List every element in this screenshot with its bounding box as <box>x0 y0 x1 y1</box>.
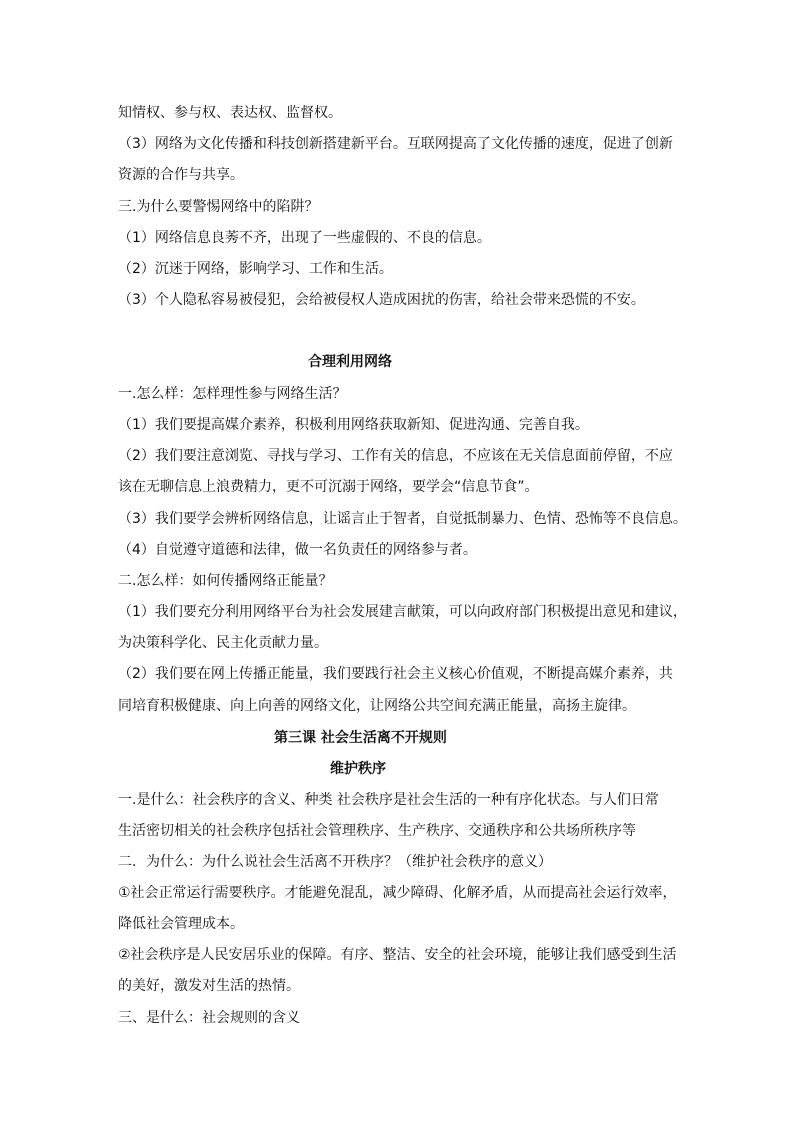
paragraph-line: （4）自觉遵守道德和法律，做一名负责任的网络参与者。 <box>118 542 477 558</box>
paragraph-line: 知情权、参与权、表达权、监督权。 <box>118 105 342 121</box>
paragraph-line: （1）我们要充分利用网络平台为社会发展建言献策，可以向政府部门积极提出意见和建议， <box>118 604 687 620</box>
paragraph-line: 生活密切相关的社会秩序包括社会管理秩序、生产秩序、交通秩序和公共场所秩序等 <box>118 823 636 839</box>
paragraph-line: （2）我们要在网上传播正能量，我们要践行社会主义核心价值观，不断提高媒介素养，共 <box>118 666 673 682</box>
paragraph-line: 该在无聊信息上浪费精力，更不可沉溺于网络，要学会“信息节食”。 <box>118 479 539 495</box>
paragraph-line: （1）网络信息良莠不齐，出现了一些虚假的、不良的信息。 <box>118 230 491 246</box>
paragraph-line: （3）我们要学会辨析网络信息，让谣言止于智者，自觉抵制暴力、色情、恐怖等不良信息。 <box>118 511 687 527</box>
paragraph-line: （3）个人隐私容易被侵犯，会给被侵权人造成困扰的伤害，给社会带来恐慌的不安。 <box>118 292 645 308</box>
paragraph-line: 降低社会管理成本。 <box>118 916 244 932</box>
question-heading: 二．为什么：为什么说社会生活离不开秩序？（维护社会秩序的意义） <box>118 854 552 870</box>
lesson-title: 第三课 社会生活离不开规则 <box>274 730 447 746</box>
question-heading: 一.怎么样：怎样理性参与网络生活？ <box>118 386 347 402</box>
paragraph-line: ①社会正常运行需要秩序。才能避免混乱，减少障碍、化解矛盾，从而提高社会运行效率， <box>118 885 677 901</box>
section-title: 维护秩序 <box>330 761 386 777</box>
paragraph-line: （1）我们要提高媒介素养，积极利用网络获取新知、促进沟通、完善自我。 <box>118 417 589 433</box>
paragraph-line: ②社会秩序是人民安居乐业的保障。有序、整洁、安全的社会环境，能够让我们感受到生活 <box>118 947 677 963</box>
paragraph-line: 同培育积极健康、向上向善的网络文化，让网络公共空间充满正能量，高扬主旋律。 <box>118 698 636 714</box>
paragraph-line: （2）我们要注意浏览、寻找与学习、工作有关的信息，不应该在无关信息面前停留，不应 <box>118 448 673 464</box>
question-heading: 二.怎么样：如何传播网络正能量？ <box>118 573 333 589</box>
paragraph-line: （3）网络为文化传播和科技创新搭建新平台。互联网提高了文化传播的速度，促进了创新 <box>118 136 673 152</box>
paragraph-line: 一.是什么：社会秩序的含义、种类 社会秩序是社会生活的一种有序化状态。与人们日常 <box>118 792 659 808</box>
section-title: 合理利用网络 <box>308 354 392 370</box>
question-heading: 三、是什么：社会规则的含义 <box>118 1010 300 1026</box>
paragraph-line: （2）沉迷于网络，影响学习、工作和生活。 <box>118 261 393 277</box>
paragraph-line: 为决策科学化、民主化贡献力量。 <box>118 635 328 651</box>
question-heading: 三.为什么要警惕网络中的陷阱？ <box>118 199 319 215</box>
paragraph-line: 的美好，激发对生活的热情。 <box>118 978 300 994</box>
paragraph-line: 资源的合作与共享。 <box>118 167 244 183</box>
